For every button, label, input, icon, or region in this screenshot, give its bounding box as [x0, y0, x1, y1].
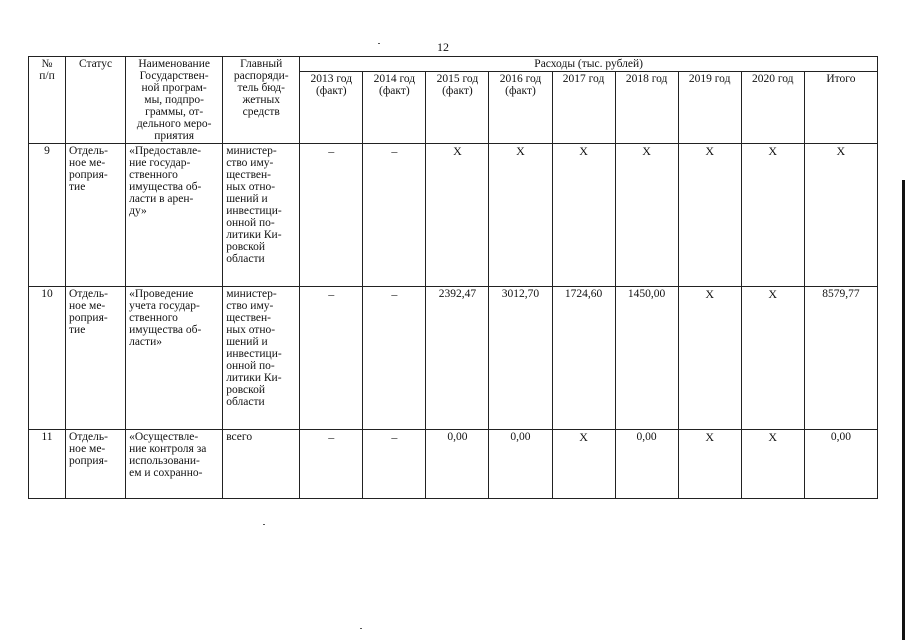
- row-value-2014: –: [363, 287, 426, 430]
- row-value-2018: 1450,00: [615, 287, 678, 430]
- row-value-2015: 2392,47: [426, 287, 489, 430]
- header-program-name: Наименование Государствен- ной програм- мы, подпро- граммы, от- дельного меро- приятия: [126, 57, 223, 144]
- row-value-2013: –: [300, 287, 363, 430]
- header-year-2018: 2018 год: [615, 72, 678, 144]
- page-number: 12: [437, 40, 449, 54]
- row-administrator: всего: [223, 430, 300, 499]
- header-num: № п/п: [29, 57, 66, 144]
- row-value-2020: Х: [741, 430, 804, 499]
- header-chief-administrator: Главный распоряди- тель бюд- жетных средств: [223, 57, 300, 144]
- header-year-2013: 2013 год (факт): [300, 72, 363, 144]
- row-number: 10: [29, 287, 66, 430]
- row-value-2020: Х: [741, 144, 804, 287]
- row-program-name: «Проведение учета государ- ственного имущества об- ласти»: [126, 287, 223, 430]
- row-value-2020: Х: [741, 287, 804, 430]
- table-row: [29, 287, 878, 430]
- row-value-2015: 0,00: [426, 430, 489, 499]
- header-year-2020: 2020 год: [741, 72, 804, 144]
- row-value-2018: Х: [615, 144, 678, 287]
- row-status: Отдель- ное ме- роприя- тие: [66, 144, 126, 287]
- header-year-2019: 2019 год: [678, 72, 741, 144]
- row-value-2018: 0,00: [615, 430, 678, 499]
- header-row-main: [29, 57, 878, 72]
- header-year-2015: 2015 год (факт): [426, 72, 489, 144]
- row-number: 11: [29, 430, 66, 499]
- scan-speck: [378, 43, 380, 44]
- row-value-2013: –: [300, 430, 363, 499]
- row-value-2016: Х: [489, 144, 552, 287]
- header-year-2014: 2014 год (факт): [363, 72, 426, 144]
- row-program-name: «Предоставле- ние государ- ственного имущества об- ласти в арен- ду»: [126, 144, 223, 287]
- row-administrator: министер- ство иму- ществен- ных отно- шений и инвестици- онной по- литики Ки- ровской области: [223, 144, 300, 287]
- row-value-2014: –: [363, 144, 426, 287]
- header-expenses-title: Расходы (тыс. рублей): [300, 57, 878, 72]
- scan-speck: [360, 628, 362, 629]
- row-value-2013: –: [300, 144, 363, 287]
- row-value-2016: 3012,70: [489, 287, 552, 430]
- row-value-2019: Х: [678, 144, 741, 287]
- row-value-2019: Х: [678, 287, 741, 430]
- budget-expenses-table: [28, 56, 878, 499]
- header-year-2017: 2017 год: [552, 72, 615, 144]
- row-status: Отдель- ное ме- роприя- тие: [66, 287, 126, 430]
- row-value-total: 0,00: [804, 430, 877, 499]
- header-total: Итого: [804, 72, 877, 144]
- row-value-2017: Х: [552, 430, 615, 499]
- table-row: [29, 144, 878, 287]
- row-value-total: 8579,77: [804, 287, 877, 430]
- row-number: 9: [29, 144, 66, 287]
- row-value-total: Х: [804, 144, 877, 287]
- row-value-2017: 1724,60: [552, 287, 615, 430]
- row-administrator: министер- ство иму- ществен- ных отно- шений и инвестици- онной по- литики Ки- ровской области: [223, 287, 300, 430]
- row-value-2016: 0,00: [489, 430, 552, 499]
- row-value-2015: Х: [426, 144, 489, 287]
- row-program-name: «Осуществле- ние контроля за использовани- ем и сохранно-: [126, 430, 223, 499]
- row-value-2014: –: [363, 430, 426, 499]
- row-value-2017: Х: [552, 144, 615, 287]
- table-row: [29, 430, 878, 499]
- row-value-2019: Х: [678, 430, 741, 499]
- scan-speck: [263, 524, 265, 525]
- header-status: Статус: [66, 57, 126, 144]
- row-status: Отдель- ное ме- роприя-: [66, 430, 126, 499]
- header-year-2016: 2016 год (факт): [489, 72, 552, 144]
